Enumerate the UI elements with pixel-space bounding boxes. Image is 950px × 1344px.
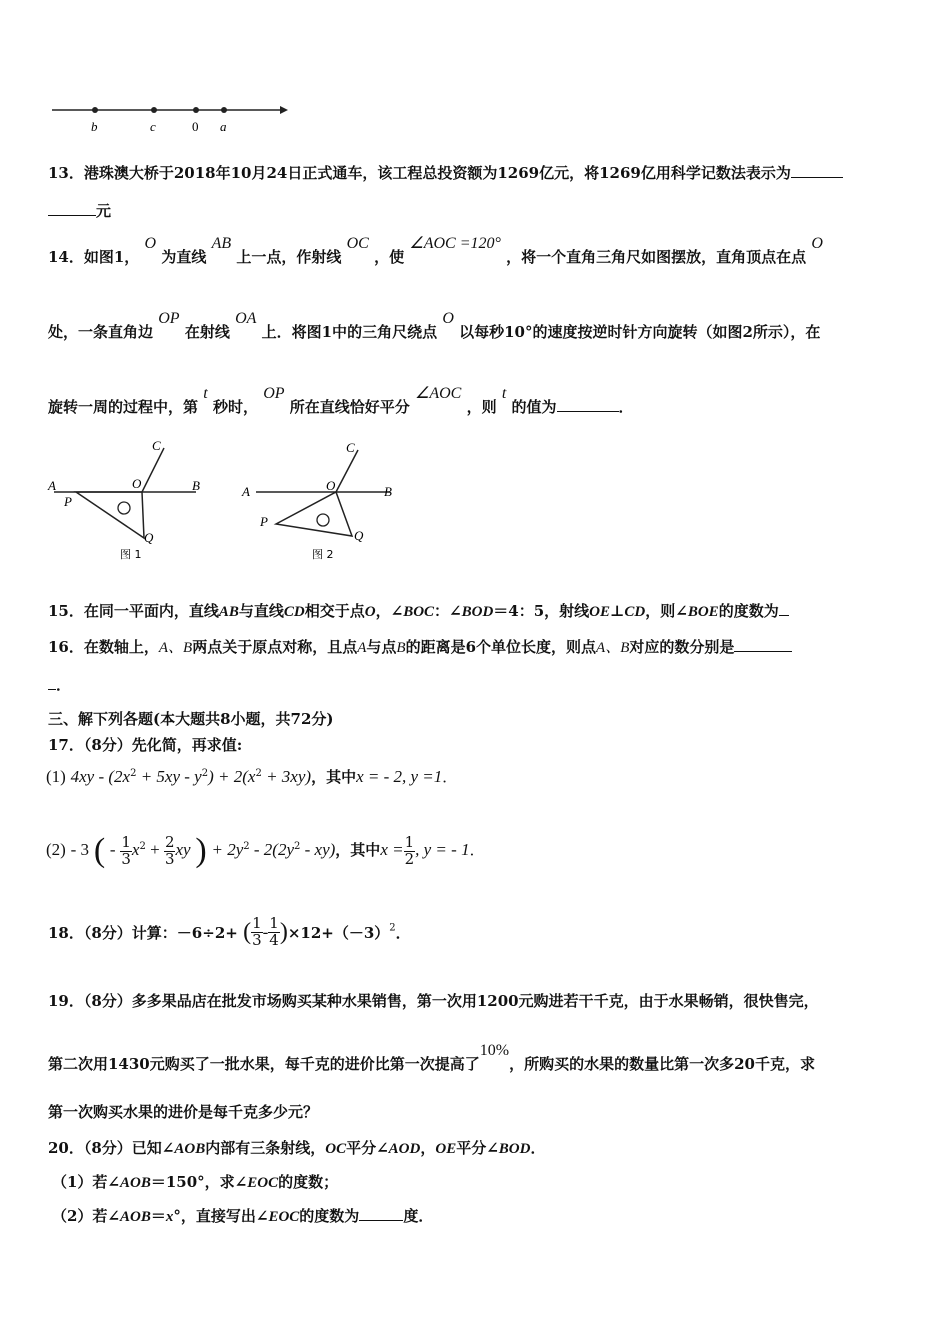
q20-p1-c: 的度数；: [278, 1173, 339, 1191]
q17-part2: [46, 832, 485, 870]
q17-p2-g: - 2(2y: [249, 840, 294, 859]
q18-frac2-den: 4: [269, 930, 279, 949]
q15-o: O: [364, 604, 376, 620]
q20-text-c: 平分∠: [346, 1139, 389, 1157]
fig2-label-c: C: [346, 440, 355, 455]
number-line-label-a: a: [220, 119, 227, 134]
q19-text-b: ，所购买的水果的数量比第一次多20千克，求: [509, 1055, 815, 1073]
q14-line1: [48, 235, 823, 267]
q19-percent: 10%: [479, 1042, 510, 1059]
q13-blank2: [48, 201, 96, 216]
number-line-point-0: [193, 107, 199, 113]
q17-p2-sq3: 2: [294, 841, 301, 852]
q15-boc: BOC: [403, 604, 435, 620]
q16-a: A: [357, 640, 367, 656]
q17-p2-paren-close: ): [195, 832, 207, 869]
q16-text-end: ．: [56, 676, 72, 694]
q20-text-d: ，: [420, 1139, 436, 1157]
q14-text-d: ，使: [374, 248, 405, 266]
q15-bod: BOD: [461, 604, 494, 620]
q17-p2-d: +: [145, 840, 164, 859]
number-line-label-0: 0: [192, 119, 199, 134]
q18-text-a: 18．（8分）计算：－6÷2+: [48, 923, 238, 942]
fig2-ray-oc: [336, 450, 358, 492]
q20-p2-x: x: [165, 1209, 174, 1225]
q18-frac1: [251, 916, 263, 949]
q15-cd: CD: [283, 604, 305, 620]
q17-p2-e: xy: [175, 840, 191, 859]
figure-2: [240, 438, 410, 568]
q14-blank: [557, 397, 619, 412]
q20-oc: OC: [325, 1141, 347, 1157]
q20-p2-aob: AOB: [120, 1209, 151, 1225]
q20-line1: [48, 1137, 545, 1158]
q18-frac2: [268, 916, 280, 949]
q14-text-l2a: 处，一条直角边: [48, 323, 154, 341]
q17-p2-frac3: [404, 832, 416, 868]
q16-text-e: 对应的数分别是: [629, 638, 735, 656]
q20-p1-aob: AOB: [120, 1175, 151, 1191]
q13-line2: [48, 200, 111, 221]
q17-p2-frac1-num: 1: [121, 832, 131, 851]
q17-p1-dot: ．: [442, 768, 458, 786]
q16-text-d: 的距离是6个单位长度，则点: [405, 638, 597, 656]
fig1-ray-oc: [142, 448, 164, 492]
q17-p2-f: + 2y: [211, 840, 244, 859]
q14-text-l3e: 的值为: [511, 398, 557, 416]
q15-oe: OE: [589, 604, 611, 620]
q17-p2-dot: ．: [469, 841, 485, 859]
number-line-label-c: c: [150, 119, 156, 134]
figure-1: [46, 438, 216, 568]
q15-boe: BOE: [687, 604, 719, 620]
q16-text-a: 16．在数轴上，: [48, 638, 159, 656]
q14-ray-oc: OC: [346, 235, 369, 252]
q17-p1-label: (1): [46, 767, 66, 786]
q13-text: 13．港珠澳大桥于2018年10月24日正式通车，该工程总投资额为1269亿元，将1269亿用科学记数法表示为: [48, 164, 791, 182]
q14-edge-op-2: OP: [263, 385, 285, 402]
q20-text-a: 20．（8分）已知∠: [48, 1139, 175, 1157]
section3-heading: 三、解下列各题(本大题共8小题，共72分): [48, 710, 334, 728]
q17-p2-frac2-num: 2: [164, 832, 175, 851]
q17-p1-expr-c: ) + 2(x: [208, 767, 256, 786]
q17-p2-frac3-num: 1: [404, 832, 415, 851]
fig2-label-b: B: [384, 484, 392, 499]
q14-ray-oa: OA: [235, 310, 257, 327]
q17-p1-values: x = - 2, y =1: [356, 767, 443, 786]
number-line-point-c: [151, 107, 157, 113]
q14-line-ab: AB: [211, 235, 232, 252]
q18-frac2-num: 1: [269, 914, 279, 932]
q16-line1: [48, 636, 792, 657]
fig1-triangle: [76, 492, 144, 538]
q14-text-l3b: 秒时，: [212, 398, 258, 416]
number-line-figure: [48, 100, 288, 140]
q15-text-d: ，∠: [375, 602, 404, 620]
q17-p2-frac1: [120, 832, 132, 868]
q15-text-f: ＝4：5，射线: [493, 602, 590, 620]
q16-line2: [48, 674, 71, 695]
fig1-label-b: B: [192, 478, 200, 493]
q14-text-l2c: 上．将图1中的三角尺绕点: [261, 323, 438, 341]
q17-title: 17．（8分）先化简，再求值:: [48, 736, 243, 754]
number-line-point-b: [92, 107, 98, 113]
fig2-caption: 图 2: [312, 548, 334, 561]
q15-line: [48, 600, 789, 621]
q15-text-c: 相交于点: [304, 602, 365, 620]
q19-line2: [48, 1042, 815, 1074]
q17-p2-sq1: 2: [139, 841, 146, 852]
q14-text-l2d: 以每秒10°的速度按逆时针方向旋转（如图2所示），在: [459, 323, 821, 341]
q20-text-b: 内部有三条射线，: [205, 1139, 326, 1157]
q14-text-end: ．: [618, 398, 634, 416]
q17-p2-c: x: [131, 840, 140, 859]
q20-p2-d: 的度数为: [299, 1207, 360, 1225]
q16-blank1: [734, 637, 792, 652]
q14-point-o-3: O: [442, 310, 454, 327]
q16-b: B: [396, 640, 406, 656]
fig1-label-o: O: [132, 476, 142, 491]
q17-p1-where: ，其中: [311, 768, 357, 786]
q14-text-l2b: 在射线: [184, 323, 230, 341]
fig1-label-q: Q: [144, 530, 154, 545]
q15-text-g: ⊥: [610, 602, 625, 620]
q20-p2-eoc: EOC: [268, 1209, 300, 1225]
q17-p1-expr-d: + 3xy): [261, 767, 312, 786]
q15-text-a: 15．在同一平面内，直线: [48, 602, 219, 620]
q17-p2-frac2-den: 3: [164, 849, 175, 868]
q17-p1-sq3: 2: [255, 768, 262, 779]
q15-ab: AB: [218, 604, 239, 620]
fig2-label-q: Q: [354, 528, 364, 543]
q14-text-a: 14．如图1，: [48, 248, 140, 266]
q13-line1: [48, 162, 843, 183]
q20-text-e: 平分∠: [456, 1139, 499, 1157]
q18-paren-close: ): [279, 918, 288, 945]
fig1-caption: 图 1: [120, 548, 142, 561]
q14-text-l3d: ，则: [466, 398, 497, 416]
q14-angle-aoc-2: ∠AOC: [415, 385, 462, 402]
fig1-label-p: P: [64, 494, 72, 509]
q18-paren-open: (: [243, 918, 252, 945]
q14-edge-op: OP: [158, 310, 180, 327]
q14-line3: [48, 385, 634, 417]
q17-p2-frac3-den: 2: [404, 849, 415, 868]
q20-p2-c: °，直接写出∠: [173, 1207, 269, 1225]
q20-p1-a: （1）若∠: [52, 1173, 121, 1191]
q17-part1: [46, 766, 457, 787]
q20-p2-a: （2）若∠: [52, 1207, 121, 1225]
q20-oe: OE: [435, 1141, 457, 1157]
q13-unit: 元: [96, 202, 112, 220]
fig1-label-a: A: [48, 478, 56, 493]
q17-p2-x: x =: [380, 840, 404, 859]
q17-p2-paren-open: (: [93, 832, 106, 869]
q17-p2-b: -: [109, 840, 116, 859]
q14-text-l3a: 旋转一周的过程中，第: [48, 398, 199, 416]
q19-text-a: 第二次用1430元购买了一批水果，每千克的进价比第一次提高了: [48, 1055, 480, 1073]
q20-part1: [52, 1171, 338, 1192]
q20-p1-b: ＝150°，求∠: [150, 1173, 248, 1191]
q18-exponent: 2: [389, 922, 396, 934]
q16-ab: A、B: [158, 640, 193, 656]
fig2-label-a: A: [242, 484, 250, 499]
q17-p1-expr-b: + 5xy - y: [136, 767, 202, 786]
q16-ab-2: A、B: [596, 640, 630, 656]
q20-p2-e: 度．: [403, 1207, 434, 1225]
q18-text-end: ．: [395, 923, 411, 942]
q15-text-e: ：∠: [434, 602, 462, 620]
q17-p2-sq2: 2: [243, 841, 250, 852]
q15-text-b: 与直线: [238, 602, 284, 620]
q20-p1-eoc: EOC: [247, 1175, 279, 1191]
q17-p1-sq2: 2: [201, 768, 209, 779]
q20-p2-b: ＝: [150, 1207, 166, 1225]
fig1-label-c: C: [152, 438, 161, 453]
q19-line3: 第一次购买水果的进价是每千克多少元？: [48, 1103, 319, 1121]
q14-line2: [48, 310, 821, 342]
q17-p2-h: - xy): [300, 840, 336, 859]
q15-cd-2: CD: [624, 604, 646, 620]
q14-var-t: t: [203, 385, 208, 402]
q14-point-o-2: O: [811, 235, 823, 252]
q14-var-t-2: t: [501, 385, 507, 402]
number-line-point-a: [221, 107, 227, 113]
fig2-triangle: [276, 492, 352, 536]
q17-p2-frac2: [164, 832, 176, 868]
number-line-arrow: [280, 106, 288, 114]
q17-p2-where: ，其中: [335, 841, 381, 859]
q14-text-e: ，将一个直角三角尺如图摆放，直角顶点在点: [506, 248, 807, 266]
q16-blank2: [48, 675, 56, 690]
q17-p1-sq1: 2: [130, 768, 137, 779]
q17-p2-label: (2): [46, 840, 66, 859]
q20-aod: AOD: [388, 1141, 421, 1157]
number-line-label-b: b: [91, 119, 98, 134]
q14-point-o: O: [144, 235, 157, 252]
q20-text-f: ．: [530, 1139, 546, 1157]
q15-text-h: ，则∠: [645, 602, 688, 620]
q16-text-b: 两点关于原点对称，且点: [192, 638, 358, 656]
q14-text-l3c: 所在直线恰好平分: [289, 398, 410, 416]
fig2-label-p: P: [260, 514, 268, 529]
q17-p2-y: , y = - 1: [415, 840, 470, 859]
fig1-triangle-hole: [118, 502, 130, 514]
q20-blank: [359, 1206, 403, 1221]
fig2-label-o: O: [326, 478, 336, 493]
q16-text-c: 与点: [366, 638, 397, 656]
q20-aob: AOB: [174, 1141, 206, 1157]
q14-angle-aoc: ∠AOC =120°: [409, 235, 501, 252]
q17-p2-frac1-den: 3: [121, 849, 131, 868]
fig2-triangle-hole: [317, 514, 329, 526]
q17-p1-expr-a: 4xy - (2x: [70, 767, 131, 786]
q15-text-i: 的度数为: [718, 602, 779, 620]
q18-text-b: ×12+（－3）: [287, 923, 390, 942]
q20-part2: [52, 1205, 433, 1226]
q14-text-b: 为直线: [161, 248, 207, 266]
q18-line: [48, 916, 411, 949]
q18-minus: -: [262, 922, 269, 942]
q18-frac1-den: 3: [252, 930, 262, 949]
q13-blank1: [791, 163, 843, 178]
q20-bod: BOD: [498, 1141, 531, 1157]
q19-line1: 19．（8分）多多果品店在批发市场购买某种水果销售，第一次用1200元购进若干千克，由于水果畅销，很快售完，: [48, 992, 819, 1010]
q14-text-c: 上一点，作射线: [236, 248, 342, 266]
q15-blank: [779, 601, 789, 616]
q17-p2-a: - 3: [70, 840, 90, 859]
q18-frac1-num: 1: [252, 914, 262, 932]
